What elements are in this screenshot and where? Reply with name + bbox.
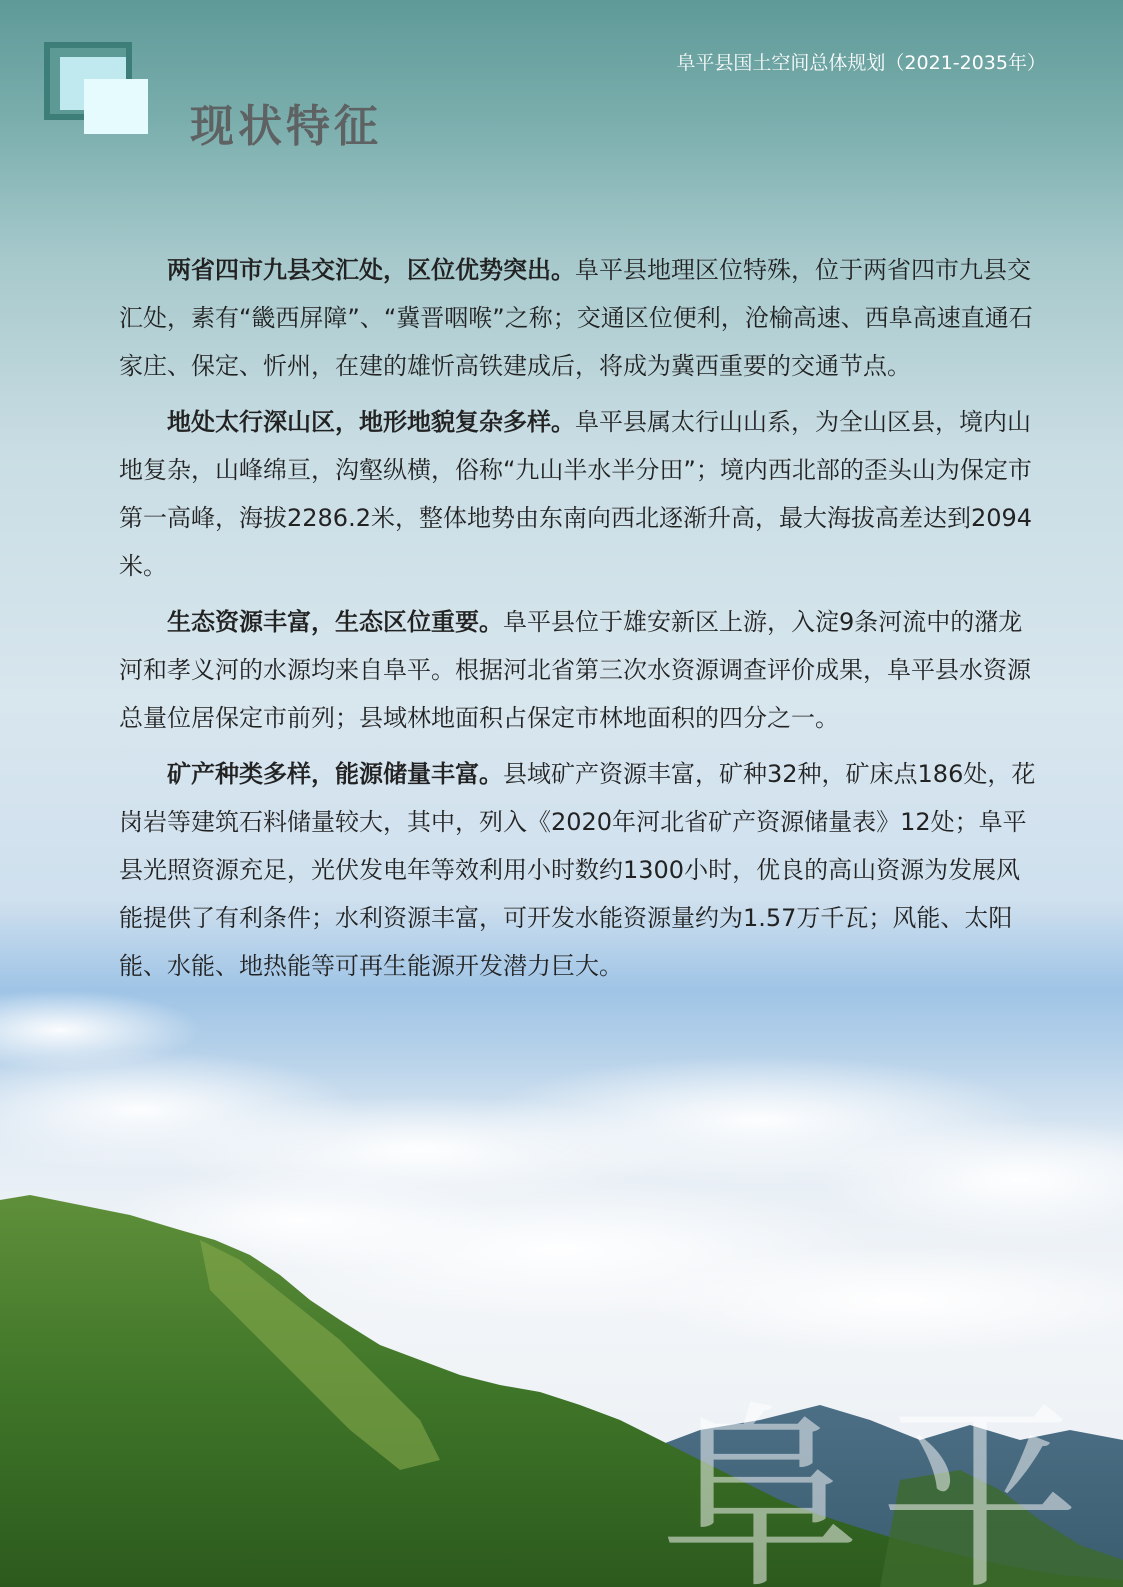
watermark-calligraphy: 阜平 [660, 1384, 1101, 1587]
paragraph-text: 阜平县位于雄安新区上游，入淀9条河流中的潴龙河和孝义河的水源均来自阜平。根据河北省第三次水资源调查评价成果，阜平县水资源总量位居保定市前列；县域林地面积占保定市林地面积的四分之一。 [119, 608, 1031, 732]
paragraph-text: 阜平县属太行山山系，为全山区县，境内山地复杂，山峰绵亘，沟壑纵横，俗称“九山半水半分田”；境内西北部的歪头山为保定市第一高峰，海拔2286.2米，整体地势由东南向西北逐渐升高，最大海拔高差达到2094米。 [119, 408, 1033, 580]
paragraph-lead: 矿产种类多样，能源储量丰富。 [167, 760, 503, 788]
paragraph-lead: 生态资源丰富，生态区位重要。 [167, 608, 503, 636]
decorative-square-inner [84, 79, 148, 134]
paragraph-location [119, 246, 1037, 390]
paragraph-minerals [119, 750, 1037, 990]
paragraph-lead: 两省四市九县交汇处，区位优势突出。 [167, 256, 575, 284]
paragraph-terrain [119, 398, 1037, 590]
paragraph-text: 阜平县地理区位特殊，位于两省四市九县交汇处，素有“畿西屏障”、“冀晋咽喉”之称；交通区位便利，沧榆高速、西阜高速直通石家庄、保定、忻州，在建的雄忻高铁建成后，将成为冀西重要的交通节点。 [119, 256, 1033, 380]
document-title: 阜平县国土空间总体规划（2021-2035年） [676, 52, 1046, 74]
paragraph-text: 县域矿产资源丰富，矿种32种，矿床点186处，花岗岩等建筑石料储量较大，其中，列入《2020年河北省矿产资源储量表》12处；阜平县光照资源充足，光伏发电年等效利用小时数约1300小时，优良的高山资源为发展风能提供了有利条件；水利资源丰富，可开发水能资源量约为1.57万千瓦；风能、太阳能、水能、地热能等可再生能源开发潜力巨大。 [119, 760, 1036, 980]
paragraph-lead: 地处太行深山区，地形地貌复杂多样。 [167, 408, 575, 436]
body-content [119, 246, 1037, 998]
section-title: 现状特征 [190, 101, 382, 152]
paragraph-ecology [119, 598, 1037, 742]
